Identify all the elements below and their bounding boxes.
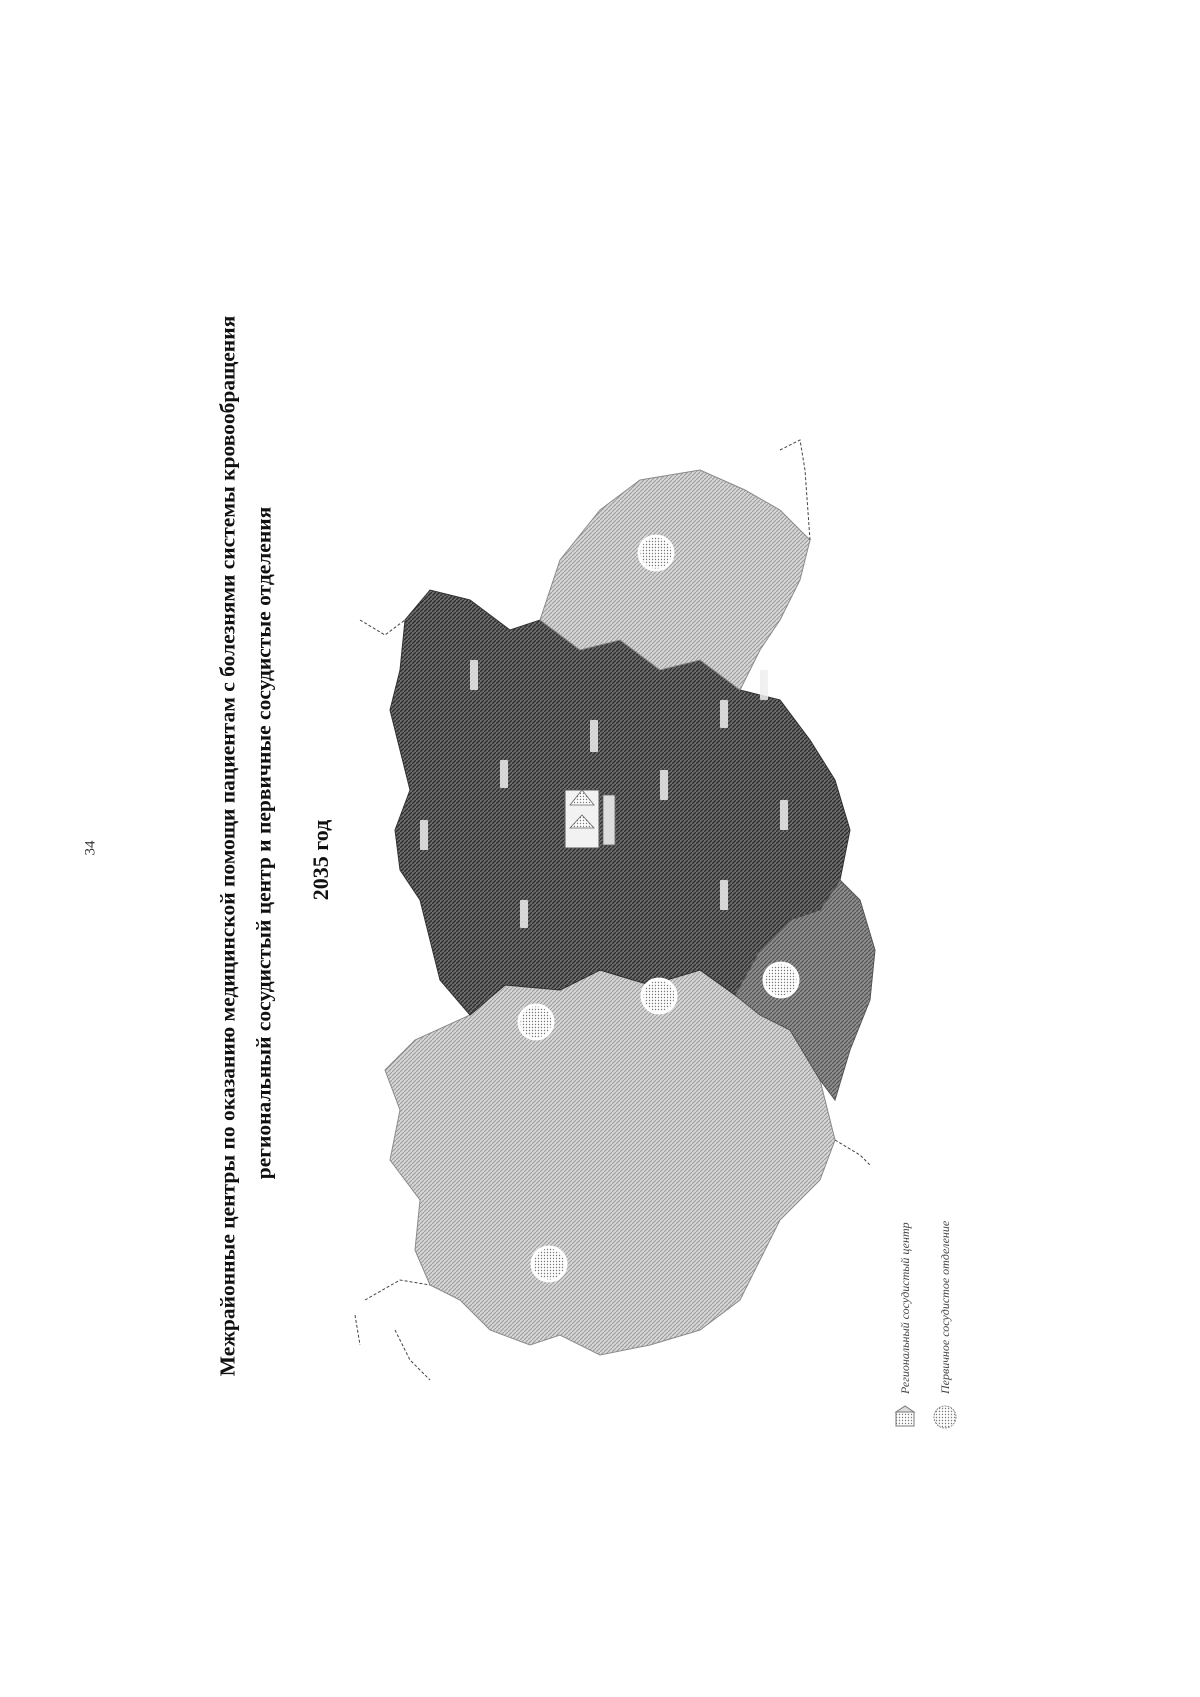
primary-department-marker — [519, 1005, 553, 1039]
page-number: 34 — [82, 840, 99, 856]
primary-department-marker — [642, 979, 676, 1013]
legend-regional-center — [892, 1222, 918, 1430]
legend-primary-label: Первичное сосудистое отделение — [937, 1220, 952, 1394]
border-line-south — [835, 1140, 870, 1165]
legend-primary-department — [932, 1221, 958, 1430]
title-line-2: региональный сосудистый центр и первичные сосудистые отделения — [251, 506, 276, 1180]
legend-regional-label: Региональный сосудистый центр — [897, 1222, 912, 1394]
regional-center-marker — [565, 790, 615, 848]
year-label: 2035 год — [308, 819, 333, 901]
hospital-building-icon — [892, 1404, 918, 1430]
title-line-1: Межрайонные центры по оказанию медицинской помощи пациентам с болезнями системы кровообращения — [215, 315, 240, 1377]
border-line-west — [355, 1280, 430, 1380]
primary-department-marker — [764, 963, 798, 997]
border-line-north — [360, 620, 405, 635]
primary-department-marker — [532, 1247, 566, 1281]
primary-department-marker — [639, 536, 673, 570]
primary-department-icon — [932, 1404, 958, 1430]
map-zone-northwest — [385, 970, 835, 1355]
